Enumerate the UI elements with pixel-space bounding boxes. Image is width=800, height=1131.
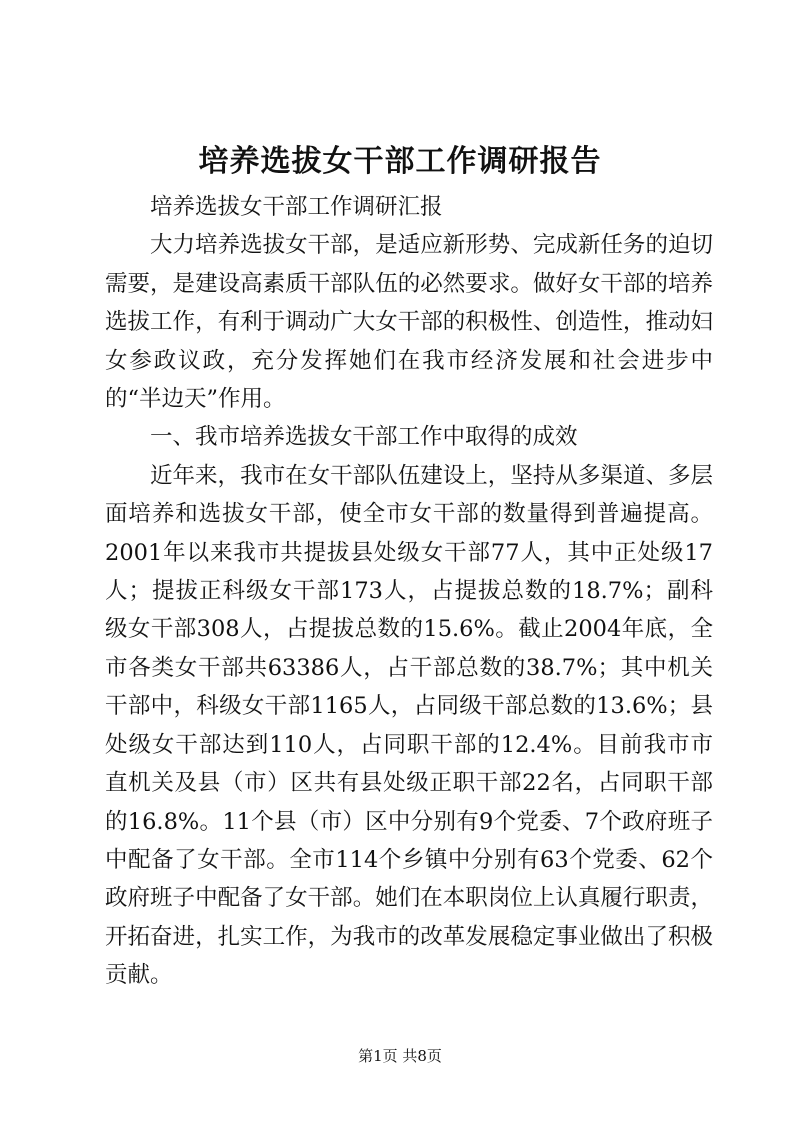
section-heading: 一、我市培养选拔女干部工作中取得的成效 [150,424,578,451]
document-title: 培养选拔女干部工作调研报告 [198,144,602,179]
achievements-paragraph: 近年来，我市在女干部队伍建设上，坚持从多渠道、多层面培养和选拔女干部，使全市女干部的数量得到普遍提高。2001年以来我市共提拔县处级女干部77人，其中正处级17人；提拔正科级女干部173人，占提拔总数的18.7%；副科级女干部308人，占提拔总数的15.6%。截止2004年底，全市各类女干部共63386人，占干部总数的38.7%；其中机关干部中，科级女干部1165人，占同级干部总数的13.6%；县处级女干部达到110人，占同职干部的12.4%。目前我市市直机关及县（市）区共有县处级正职干部22名，占同职干部的16.8%。11个县（市）区中分别有9个党委、7个政府班子中配备了女干部。全市114个乡镇中分别有63个党委、62个政府班子中配备了女干部。她们在本职岗位上认真履行职责，开拓奋进，扎实工作，为我市的改革发展稳定事业做出了积极贡献。 [105,462,713,989]
report-subtitle: 培养选拔女干部工作调研汇报 [150,194,443,220]
document-body [105,188,713,995]
page-number-footer: 第1页 共8页 [358,1047,442,1065]
intro-paragraph: 大力培养选拔女干部，是适应新形势、完成新任务的迫切需要，是建设高素质干部队伍的必然要求。做好女干部的培养选拔工作，有利于调动广大女干部的积极性、创造性，推动妇女参政议政，充分发挥她们在我市经济发展和社会进步中的“半边天”作用。 [105,232,713,413]
